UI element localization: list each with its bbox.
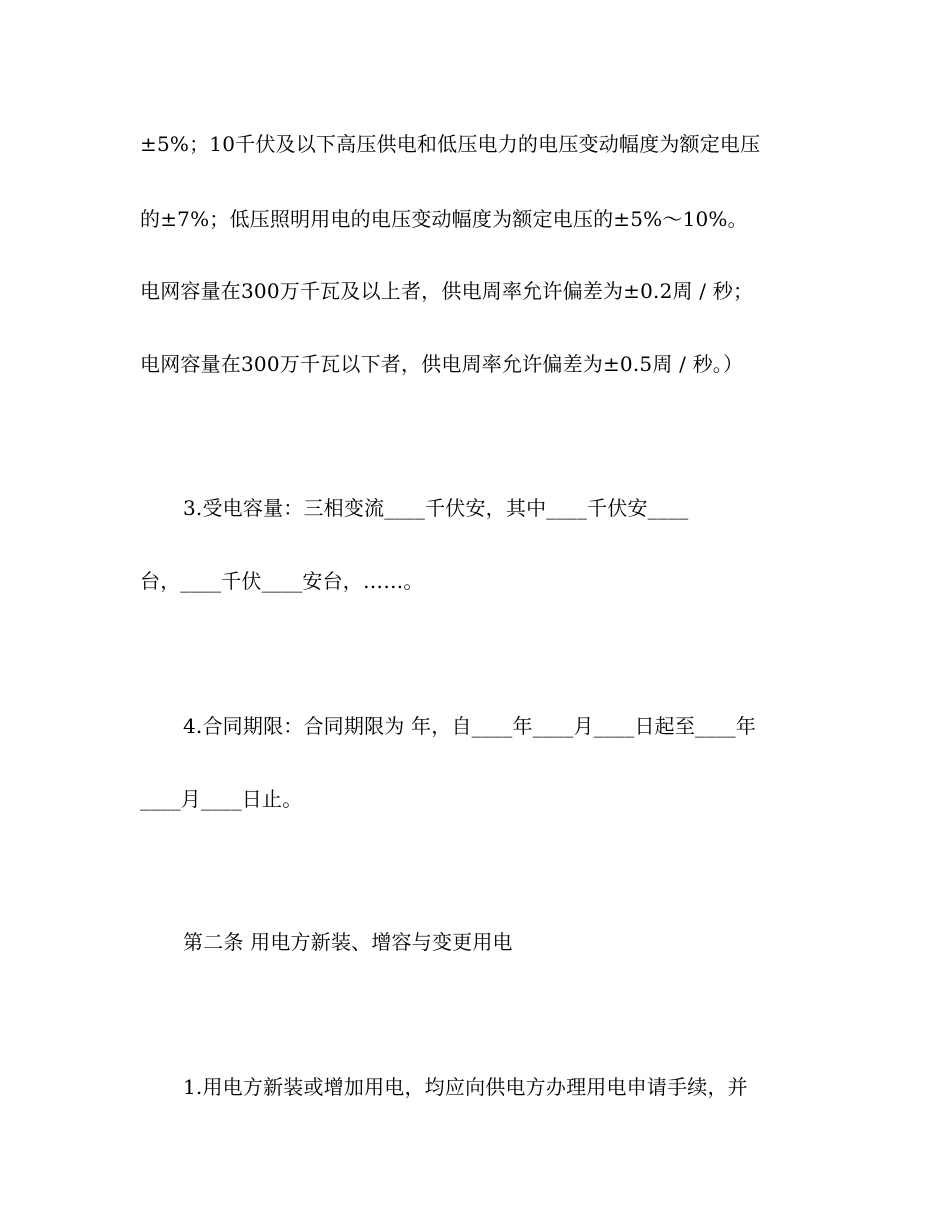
paragraph-voltage-line-2: 的±7%；低压照明用电的电压变动幅度为额定电压的±5%～10%。: [140, 207, 748, 231]
paragraph-term-line-2: ____月____日止。: [140, 787, 303, 811]
paragraph-new-install-line-1: 1.用电方新装或增加用电，均应向供电方办理用电申请手续，并: [183, 1075, 748, 1099]
paragraph-voltage-line-1: ±5%；10千伏及以下高压供电和低压电力的电压变动幅度为额定电压: [140, 132, 761, 156]
article-2-heading: 第二条 用电方新装、增容与变更用电: [183, 930, 513, 954]
paragraph-capacity-line-2: 台，____千伏____安台，……。: [140, 569, 424, 593]
paragraph-term-line-1: 4.合同期限：合同期限为 年，自____年____月____日起至____年: [183, 714, 757, 738]
paragraph-voltage-line-4: 电网容量在300万千瓦以下者，供电周率允许偏差为±0.5周 / 秒。）: [140, 352, 744, 376]
paragraph-voltage-line-3: 电网容量在300万千瓦及以上者，供电周率允许偏差为±0.2周 / 秒；: [140, 279, 754, 303]
paragraph-capacity-line-1: 3.受电容量：三相变流____千伏安，其中____千伏安____: [183, 496, 689, 520]
